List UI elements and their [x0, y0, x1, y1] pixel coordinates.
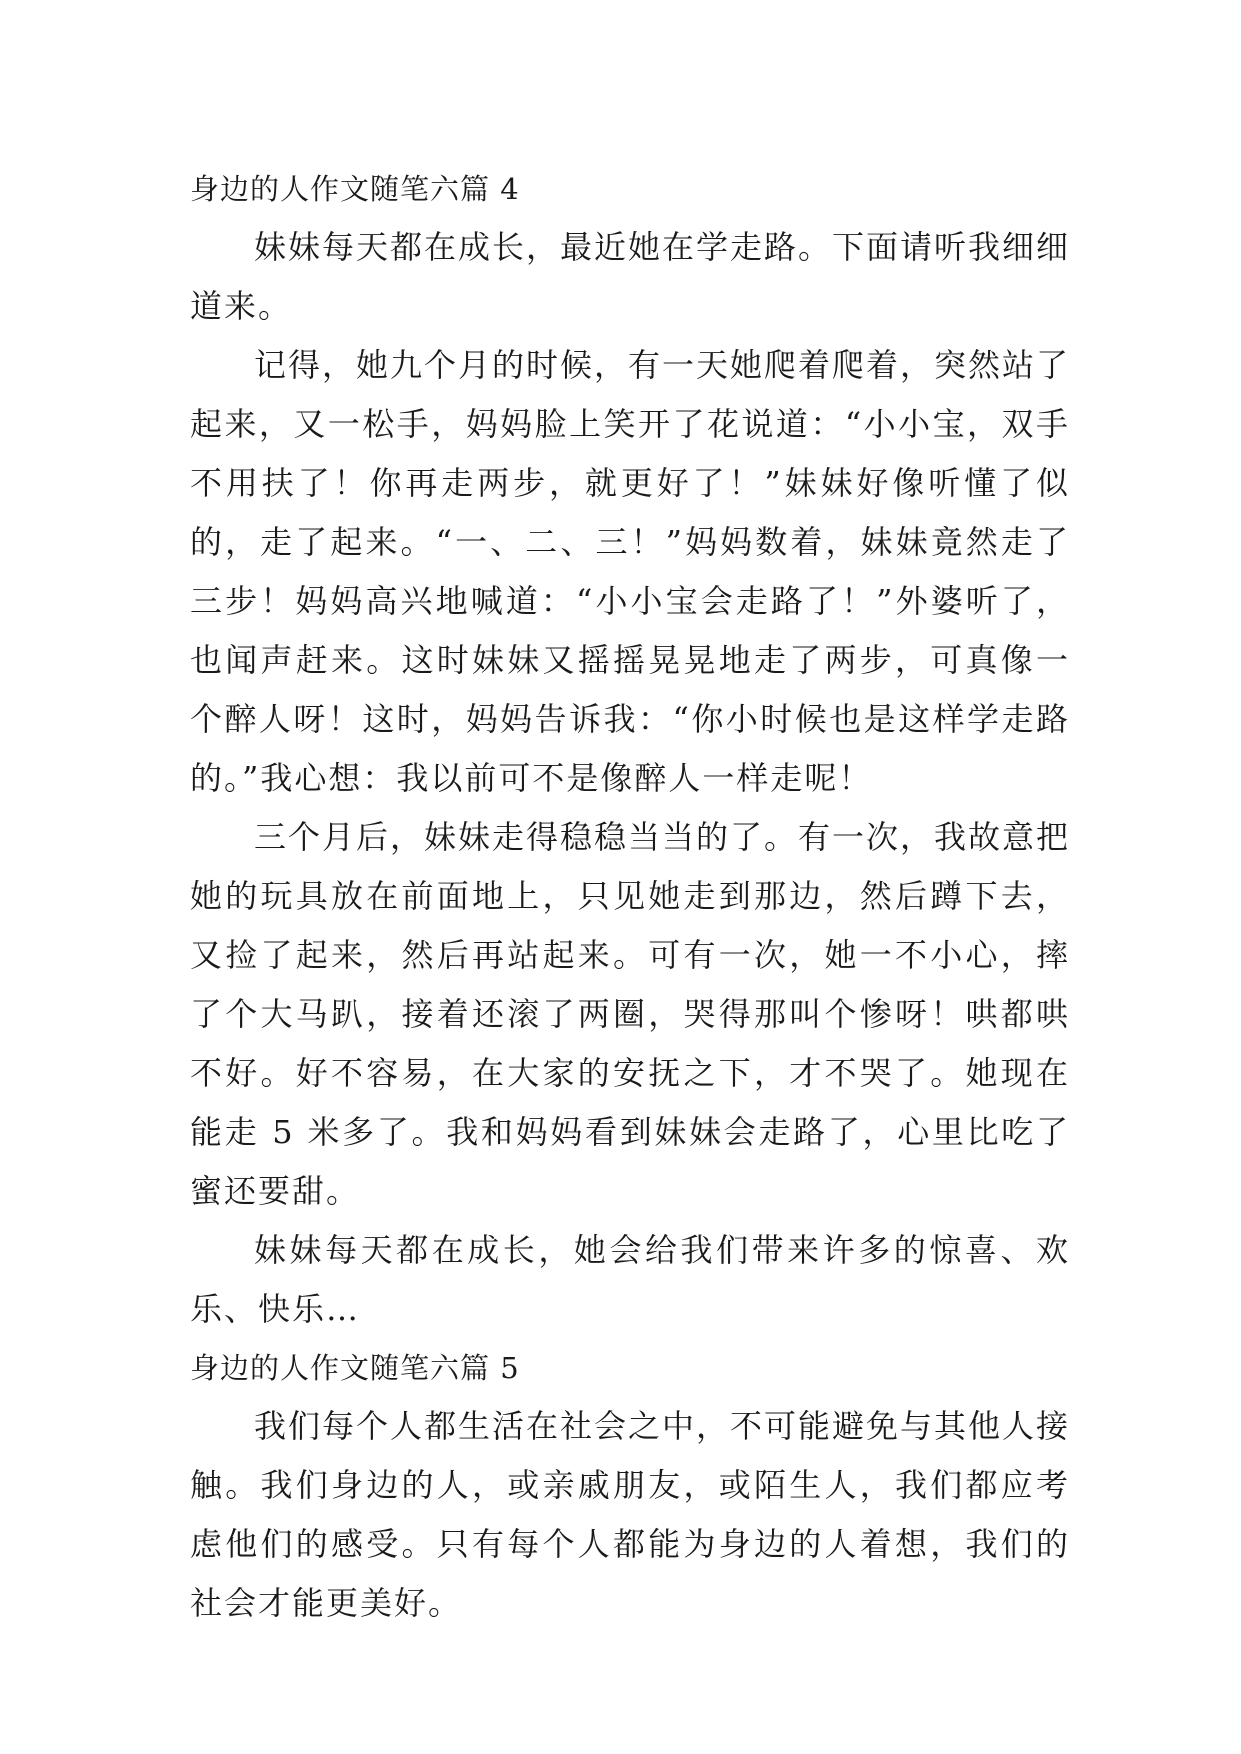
section-heading: 身边的人作文随笔六篇 4: [190, 172, 520, 206]
paragraph: 妹妹每天都在成长，最近她在学走路。下面请听我细细道来。: [190, 228, 1071, 325]
essay-section-4: [190, 160, 1070, 1339]
paragraph: 我们每个人都生活在社会之中，不可能避免与其他人接触。我们身边的人，或亲戚朋友，或陌生人，我们都应考虑他们的感受。只有每个人都能为身边的人着想，我们的社会才能更美好。: [190, 1407, 1071, 1622]
paragraph: 记得，她九个月的时候，有一天她爬着爬着，突然站了起来，又一松手，妈妈脸上笑开了花说道：“小小宝，双手不用扶了！你再走两步，就更好了！”妹妹好像听懂了似的，走了起来。“一、二、三！”妈妈数着，妹妹竟然走了三步！妈妈高兴地喊道：“小小宝会走路了！”外婆听了，也闻声赶来。这时妹妹又摇摇晃晃地走了两步，可真像一个醉人呀！这时，妈妈告诉我：“你小时候也是这样学走路的。”我心想：我以前可不是像醉人一样走呢！: [190, 346, 1071, 797]
section-heading: 身边的人作文随笔六篇 5: [190, 1351, 520, 1385]
paragraph: 妹妹每天都在成长，她会给我们带来许多的惊喜、欢乐、快乐…: [190, 1231, 1070, 1328]
essay-section-5: [190, 1339, 1070, 1633]
paragraph: 三个月后，妹妹走得稳稳当当的了。有一次，我故意把她的玩具放在前面地上，只见她走到那边，然后蹲下去，又捡了起来，然后再站起来。可有一次，她一不小心，摔了个大马趴，接着还滚了两圈，哭得那叫个惨呀！哄都哄不好。好不容易，在大家的安抚之下，才不哭了。她现在能走 5 米多了。我和妈妈看到妹妹会走路了，心里比吃了蜜还要甜。: [190, 818, 1071, 1210]
document-page: [190, 160, 1070, 1633]
